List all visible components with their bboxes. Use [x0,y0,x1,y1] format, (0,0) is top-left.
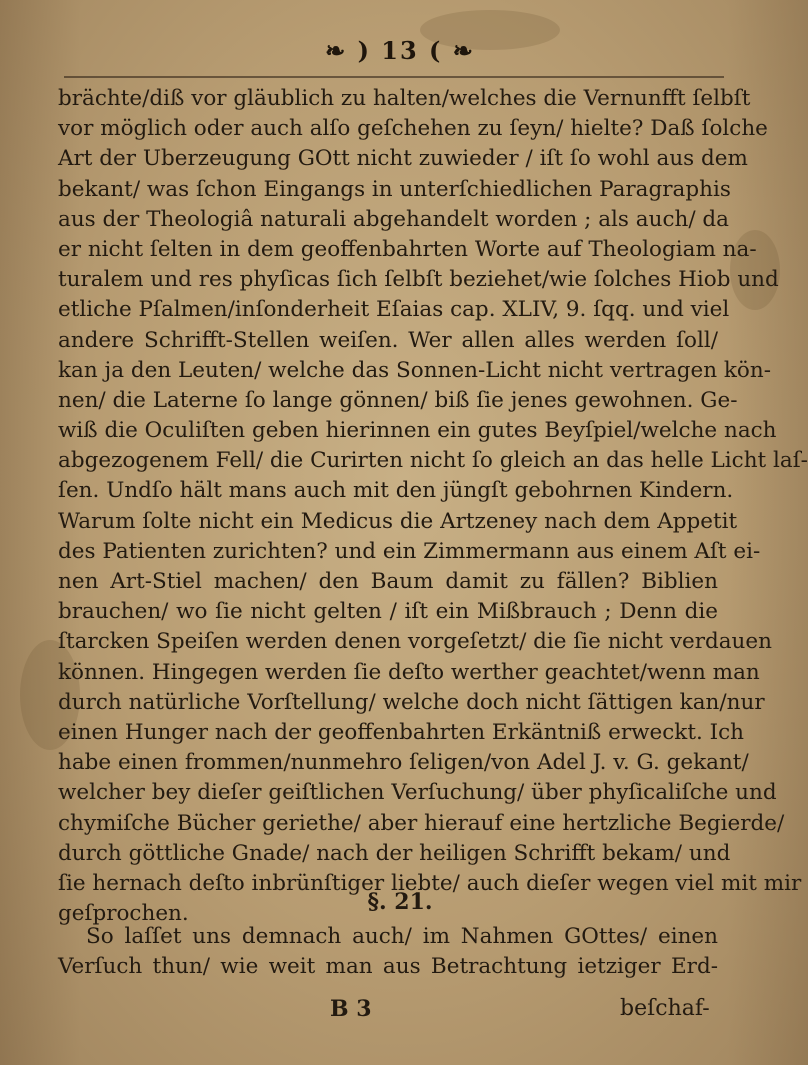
page-number-header: ❧ ) 13 ( ❧ [325,36,475,65]
text-line: Art der Uberzeugung GOtt nicht zuwieder / iſt ſo wohl aus dem [58,146,748,172]
paragraph-1 [58,84,808,929]
text-line: durch göttliche Gnade/ nach der heiligen Schrifft bekam/ und [58,840,731,866]
text-line: vor möglich oder auch alſo geſchehen zu ſeyn/ hielte? Daß ſolche [58,116,768,142]
text-line: Verſuch thun/ wie weit man aus Betrachtung ietziger Erd- [58,954,718,980]
text-line: einen Hunger nach der geoffenbahrten Erkäntniß erweckt. Ich [58,719,745,745]
text-line: welcher bey dieſer geiſtlichen Verſuchung/ über phyſicaliſche und [58,780,777,806]
text-line: brauchen/ wo ſie nicht gelten / iſt ein Mißbrauch ; Denn die [58,599,718,625]
text-line: turalem und res phyſicas ſich ſelbſt beziehet/wie ſolches Hiob und [58,267,779,293]
text-line: des Patienten zurichten? und ein Zimmermann aus einem Aſt ei- [58,538,761,564]
paragraph-2 [58,922,718,982]
text-line: etliche Pſalmen/inſonderheit Eſaias cap. XLIV, 9. ſqq. und viel [58,297,730,323]
signature-mark: B 3 [330,996,372,1022]
section-heading: §. 21. [367,889,433,915]
text-line: Warum ſolte nicht ein Medicus die Artzeney nach dem Appetit [58,508,738,534]
text-line: können. Hingegen werden ſie deſto werther geachtet/wenn man [58,659,760,685]
catchword: beſchaf- [620,996,710,1021]
header-rule [64,76,724,78]
text-line: abgezogenem Fell/ die Curirten nicht ſo gleich an das helle Licht laſ- [58,448,808,474]
text-line: ſie hernach deſto inbrünſtiger liebte/ auch dieſer wegen viel mit mir [58,870,802,896]
text-line: bekant/ was ſchon Eingangs in unterſchiedlichen Paragraphis [58,176,731,202]
text-line: brächte/diß vor gläublich zu halten/welches die Vernunfft ſelbſt [58,86,751,111]
text-line: er nicht ſelten in dem geoffenbahrten Worte auf Theologiam na- [58,236,757,262]
text-line: nen Art-Stiel machen/ den Baum damit zu fällen? Biblien [58,569,718,594]
page-footer [0,996,800,1026]
text-line: nen/ die Laterne ſo lange gönnen/ biß ſie jenes gewohnen. Ge- [58,387,738,413]
text-line: kan ja den Leuten/ welche das Sonnen-Licht nicht vertragen kön- [58,357,771,383]
text-line: aus der Theologiâ naturali abgehandelt worden ; als auch/ da [58,206,729,232]
text-line: chymiſche Bücher geriethe/ aber hierauf eine hertzliche Begierde/ [58,810,785,836]
text-line: durch natürliche Vorſtellung/ welche doch nicht ſättigen kan/nur [58,689,765,715]
text-line: ſtarcken Speiſen werden denen vorgeſetzt/ die ſie nicht verdauen [58,629,772,655]
text-line: andere Schrifft-Stellen weiſen. Wer allen alles werden ſoll/ [58,327,718,353]
text-line: wiß die Oculiſten geben hierinnen ein gutes Beyſpiel/welche nach [58,418,777,444]
text-line: So laſſet uns demnach auch/ im Nahmen GOttes/ einen [86,924,718,949]
text-line: ſen. Undſo hält mans auch mit den jüngſt gebohrnen Kindern. [58,478,734,504]
text-line: habe einen frommen/nunmehro ſeligen/von Adel J. v. G. gekant/ [58,750,749,776]
text-line: geſprochen. [58,901,189,927]
